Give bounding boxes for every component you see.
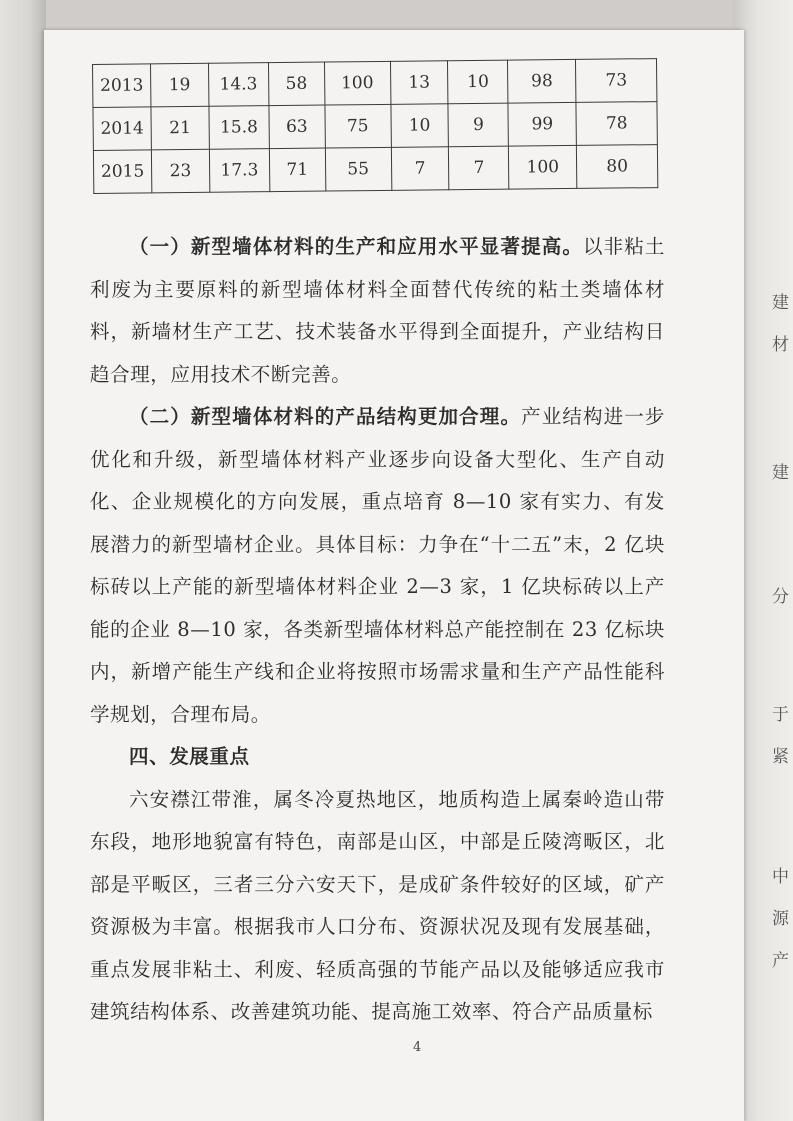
paragraph-text: 六安襟江带淮，属冬冷夏热地区，地质构造上属秦岭造山带东段，地形地貌富有特色，南部是山区，中部是丘陵湾畈区，北部是平畈区，三者三分六安天下，是成矿条件较好的区域，矿产资源极为丰富。根据我市人口分布、资源状况及现有发展基础，重点发展非粘土、利废、轻质高强的节能产品以及能够适应我市建筑结构体系、改善建筑功能、提高施工效率、符合产品质量标 xyxy=(90,787,665,1023)
table-cell: 99 xyxy=(508,102,576,146)
table-cell: 58 xyxy=(268,62,324,106)
paragraph xyxy=(90,226,665,396)
table-cell: 55 xyxy=(325,147,391,191)
table-cell: 7 xyxy=(391,147,449,191)
table-row xyxy=(93,102,657,151)
bleed-through-char: 源 xyxy=(772,909,789,929)
left-page-edge xyxy=(0,0,46,1121)
table-cell: 63 xyxy=(269,105,325,149)
table-cell: 23 xyxy=(151,149,209,193)
table-cell: 100 xyxy=(324,61,390,105)
bleed-through-char: 产 xyxy=(772,951,789,971)
table-row xyxy=(93,59,657,108)
body-text xyxy=(90,226,665,1034)
table-cell: 80 xyxy=(577,145,658,189)
paragraph-text: 以非粘土利废为主要原料的新型墙体材料全面替代传统的粘土类墙体材料，新墙材生产工艺、技术装备水平得到全面提升，产业结构日趋合理，应用技术不断完善。 xyxy=(90,235,665,386)
table-row xyxy=(93,145,657,194)
table-cell: 2013 xyxy=(93,64,151,108)
table-cell: 75 xyxy=(325,104,391,148)
table-cell: 21 xyxy=(151,106,209,150)
table-cell: 15.8 xyxy=(209,106,269,150)
data-table xyxy=(92,58,658,194)
bleed-through-char: 紧 xyxy=(772,747,789,767)
section-heading: （一）新型墙体材料的生产和应用水平显著提高。 xyxy=(129,235,583,258)
table-cell: 73 xyxy=(576,59,657,103)
table-cell: 98 xyxy=(508,59,576,103)
section-title: 四、发展重点 xyxy=(129,745,250,768)
table-cell: 10 xyxy=(448,60,508,104)
bleed-through-char: 于 xyxy=(772,705,789,725)
table-cell: 19 xyxy=(150,63,208,107)
table-cell: 14.3 xyxy=(208,63,268,107)
table-cell: 100 xyxy=(509,145,577,189)
bleed-through-char: 建 xyxy=(772,463,789,483)
table-cell: 78 xyxy=(576,102,657,146)
bleed-through-char: 分 xyxy=(772,587,789,607)
paragraph xyxy=(90,779,665,1034)
table-cell: 71 xyxy=(269,148,325,192)
bleed-through-char: 建 xyxy=(772,293,789,313)
page-number: 4 xyxy=(413,1040,422,1055)
bleed-through-char: 材 xyxy=(772,335,789,355)
table-cell: 2015 xyxy=(93,150,151,194)
paragraph xyxy=(90,396,665,736)
table-cell: 2014 xyxy=(93,107,151,151)
table-cell: 13 xyxy=(390,61,448,105)
table-cell: 7 xyxy=(449,146,509,190)
table-cell: 10 xyxy=(390,104,448,148)
section-heading: （二）新型墙体材料的产品结构更加合理。 xyxy=(129,405,522,428)
paragraph-text: 产业结构进一步优化和升级，新型墙体材料产业逐步向设备大型化、生产自动化、企业规模化的方向发展，重点培育 8—10 家有实力、有发展潜力的新型墙材企业。具体目标：力争在“十二五”末，2 亿块标砖以上产能的新型墙体材料企业 2—3 家，1 亿块标砖以上产能的企业 8—10 家，各类新型墙体材料总产能控制在 23 亿标块内，新增产能生产线和企业将按照市场需求量和生产产品性能科学规划，合理布局。 xyxy=(90,405,665,726)
bleed-through-char: 中 xyxy=(772,867,789,887)
table-cell: 9 xyxy=(448,103,508,147)
table-cell: 17.3 xyxy=(209,149,269,193)
